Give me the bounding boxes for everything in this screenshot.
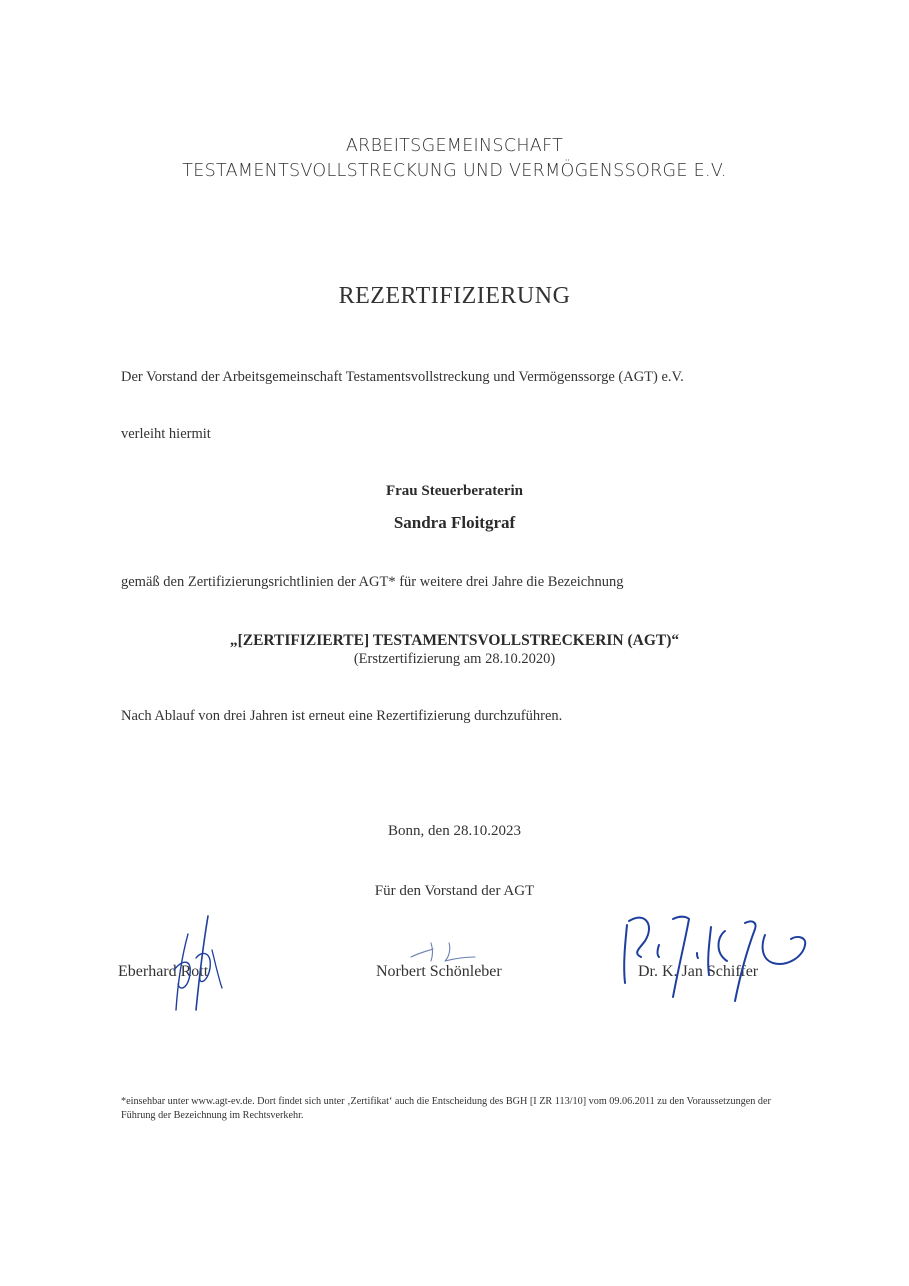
place-and-date: Bonn, den 28.10.2023 xyxy=(388,823,521,839)
footnote: *einsehbar unter www.agt-ev.de. Dort findet sich unter ‚Zertifikat‘ auch die Entscheidung des BGH [I ZR 113/10] vom 09.06.2011 zu den Voraussetzungen der Führung der Bezeichnung im Rechtsverkehr. xyxy=(121,1096,771,1121)
basis-text: gemäß den Zertifizierungsrichtlinien der AGT* für weitere drei Jahre die Bezeichnung xyxy=(121,574,624,590)
organization-name-line2: TESTAMENTSVOLLSTRECKUNG UND VERMÖGENSSORGE E.V. xyxy=(182,161,727,181)
recipient-salutation: Frau Steuerberaterin xyxy=(385,483,524,499)
signatory-name-3: Dr. K. Jan Schiffer xyxy=(638,963,759,980)
on-behalf-line: Für den Vorstand der AGT xyxy=(374,883,535,899)
signature-1-graphic xyxy=(160,910,240,1020)
document-title: REZERTIFIZIERUNG xyxy=(338,283,571,309)
organization-name-line1: ARBEITSGEMEINSCHAFT xyxy=(345,136,564,156)
intro-text: Der Vorstand der Arbeitsgemeinschaft Testamentsvollstreckung und Vermögenssorge (AGT) e.V. xyxy=(121,369,684,385)
designation-title: „[ZERTIFIZIERTE] TESTAMENTSVOLLSTRECKERIN (AGT)“ xyxy=(229,632,680,649)
signatory-name-1: Eberhard Rott xyxy=(118,963,209,980)
recipient-name: Sandra Floitgraf xyxy=(393,513,516,532)
signatory-name-2: Norbert Schönleber xyxy=(376,963,502,980)
renewal-note: Nach Ablauf von drei Jahren ist erneut eine Rezertifizierung durchzuführen. xyxy=(121,708,563,724)
signature-2-graphic xyxy=(405,935,495,975)
signature-3-graphic xyxy=(615,905,815,1015)
first-certification-date: (Erstzertifizierung am 28.10.2020) xyxy=(353,651,556,667)
grant-text: verleiht hiermit xyxy=(121,426,211,442)
